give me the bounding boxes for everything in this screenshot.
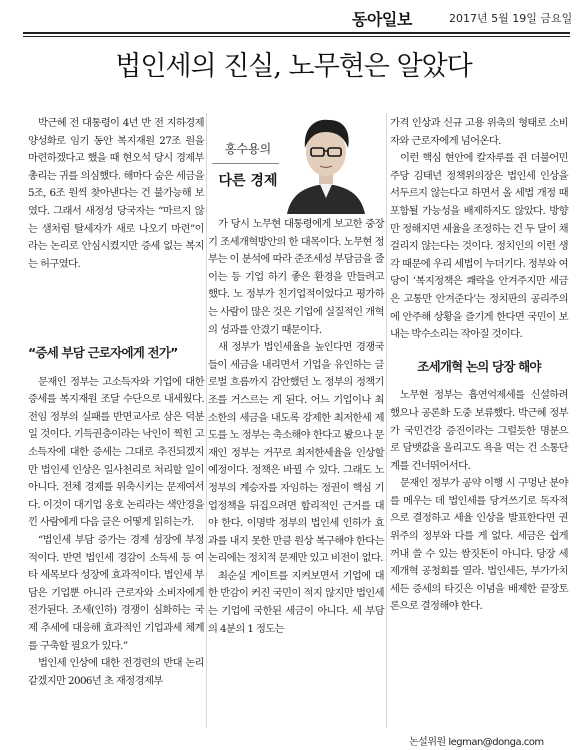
paragraph: 노무현 정부는 흡연억제세를 신설하려 했으나 공론화 도중 보류했다. 박근혜 정부가 국민건강 증진이라는 그럴듯한 명분으로 담뱃값을 올리고도 욕을 먹는 건 소통단계를 건너뛰어서다.: [390, 389, 568, 472]
top-rule-thin: [23, 36, 570, 37]
author-photo: [279, 108, 373, 214]
publication-date: 2017년 5월 19일 금요일: [449, 12, 573, 25]
column-2: [208, 216, 384, 638]
column-3: [390, 115, 568, 616]
paragraph: 새 정부가 법인세율을 높인다면 경쟁국들이 세금을 내리면서 기업을 유인하는 글로벌 흐름까지 감안했던 노 정부의 정책기조를 거스르는 게 된다. 어느 기업이나 최소한의 세금을 내도록 강제한 최저한세 제도를 노 정부는 축소해야 한다고 봤으나 문재인 정부는 거꾸로 최저한세율을 인상할 예정이다. 정책은 바뀔 수 있다. 그래도 노 정부의 계승자를 자임하는 정권이 핵심 기업정책을 뒤집으려면 합리적인 근거를 대야 한다. 이명박 정부의 법인세 인하가 효과를 내지 못한 만큼 원상 복구해야 한다는 논리에는 정치적 문제만 있고 비전이 없다.: [208, 341, 384, 565]
column-divider: [206, 113, 207, 728]
paragraph: 가격 인상과 신규 고용 위축의 형태로 소비자와 근로자에게 넘어온다.: [390, 117, 568, 147]
paragraph: 가 당시 노무현 대통령에게 보고한 중장기 조세개혁방안의 한 대목이다. 노무현 정부는 이 분석에 따라 준조세성 부담금을 줄이는 등 기업 하기 좋은 환경을 만들려고 했다. 노 정부가 친기업적이었다고 평가하는 사람이 많은 것은 기업에 실질적인 개혁의 성과를 안겼기 때문이다.: [208, 218, 384, 336]
column-1-intro: [28, 115, 204, 273]
paragraph: 이런 핵심 현안에 칼자루를 쥔 더불어민주당 김태년 정책위의장은 법인세 인상을 서두르지 않는다고 하면서 올 세법 개정 때 포함될 가능성을 배제하지도 않았다. 방향만 정해지면 세율을 조정하는 건 두 달이 채 걸리지 않는다는 것이다. 정치인의 이런 생각 때문에 우리 세법이 누더기다. 정부와 여당이 ‘복지정책은 쾌락을 안겨주지만 세금은 고통만 안겨준다’는 정치판의 공리주의에 안주해 상황을 즐기게 한다면 국민이 보내는 박수소리는 작아질 것이다.: [390, 152, 568, 341]
author-block: [212, 140, 284, 190]
paragraph: 박근혜 전 대통령이 4년 반 전 지하경제 양성화로 임기 동안 복지재원 27조 원을 마련하겠다고 했을 때 현오석 당시 경제부총리는 귀를 의심했다. 해마다 숨은 세금을 5조, 6조 원씩 찾아낸다는 건 불가능해 보였다. 그래서 새정성 당국자는 “마르지 않는 샘처럼 탈세자가 새로 나오기 마련”이라는 논리로 안심시켰지만 증세 없는 복지는 허구였다.: [28, 117, 204, 270]
headline: 법인세의 진실, 노무현은 알았다: [115, 51, 472, 82]
subheading: 조세개혁 논의 당장 해야: [417, 358, 541, 374]
paragraph: 문재인 정부는 고소득자와 기업에 대한 증세를 복지재원 조달 수단으로 내세웠다. 전임 정부의 실패를 반면교사로 삼은 덕분일 것이다. 기득권층이라는 낙인이 찍힌 고소득자에 대한 증세는 그대로 추진되겠지만 법인세 인상은 일사천리로 처리할 일이 아니다. 전체 경제를 위축시키는 문제여서다. 이것이 대기업 옹호 논리라는 색안경을 낀 사람에게 다음 글은 어떻게 읽히는가.: [28, 375, 204, 529]
paragraph: 문재인 정부가 공약 이행 시 구멍난 분야를 메우는 데 법인세를 당겨쓰기로 독자적으로 결정하고 세율 인상을 발표한다면 권위주의 정부와 다를 게 없다. 세금은 쉽게 꺼내 쓸 수 있는 쌈짓돈이 아니다. 당장 세제개혁 공청회를 열라. 법인세든, 부가가치세든 증세의 타깃은 이념을 배제한 끝장토론으로 결정해야 한다.: [390, 477, 568, 613]
column-name: 다른 경제: [218, 173, 278, 189]
byline: 논설위원 legman@donga.com: [409, 737, 544, 748]
subheading: “증세 부담 근로자에게 전가”: [28, 345, 178, 360]
top-rule: [23, 32, 570, 34]
author-name: 홍수용의: [224, 142, 272, 156]
author-rule: [212, 163, 284, 164]
masthead: [0, 0, 587, 34]
paragraph: 법인세 인상에 대한 전경련의 반대 논리 같겠지만 2006년 초 재정경제부: [28, 657, 204, 687]
paragraph: 최순실 게이트를 지켜보면서 기업에 대한 반감이 커진 국민이 적지 않지만 법인세는 기업에 국한된 세금이 아니다. 세 부담의 4분의 1 정도는: [208, 569, 384, 635]
column-divider: [386, 113, 387, 728]
paragraph: “법인세 부담 증가는 경제 성장에 부정적이다. 반면 법인세 경감이 소득세 등 여타 세목보다 성장에 효과적이다. 법인세 부담은 기업뿐 아니라 근로자와 소비자에게 전가된다. 조세(인하) 경쟁이 심화하는 국제 추세에 대응해 효과적인 기업과세 체계를 구축할 필요가 있다.”: [28, 533, 204, 652]
column-1: [28, 330, 204, 690]
newspaper-brand: 동아일보: [352, 10, 412, 29]
